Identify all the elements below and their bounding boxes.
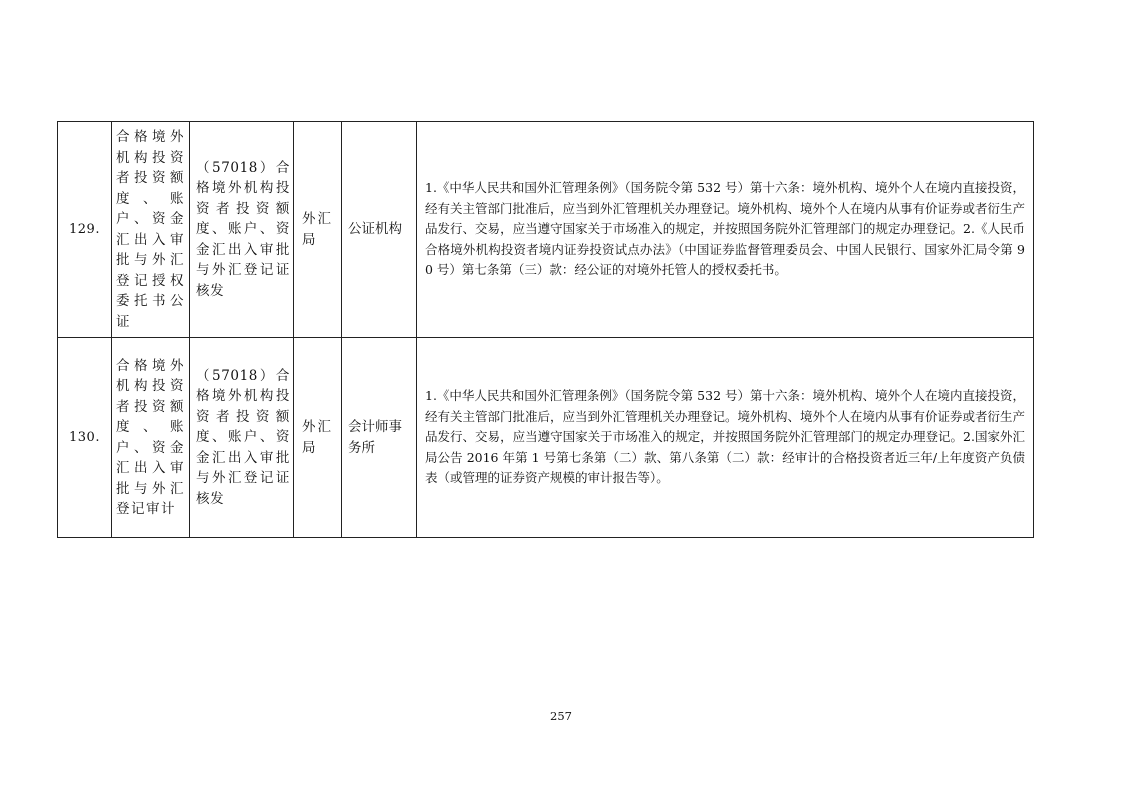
sub-item-name: （57018）合格境外机构投资者投资额度、账户、资金汇出入审批与外汇登记证核发 <box>190 122 294 338</box>
legal-basis: 1.《中华人民共和国外汇管理条例》（国务院令第 532 号）第十六条：境外机构、境外个人在境内直接投资，经有关主管部门批准后，应当到外汇管理机关办理登记。境外机构、境外个人在境内从事有价证券或者衍生产品发行、交易，应当遵守国家关于市场准入的规定，并按照国务院外汇管理部门的规定办理登记。2.国家外汇局公告 2016 年第 1 号第七条第（二）款、第八条第（二）款：经审计的合格投资者近三年/上年度资产负债表（或管理的证券资产规模的审计报告等）。 <box>417 338 1034 538</box>
service-provider: 公证机构 <box>342 122 417 338</box>
legal-basis: 1.《中华人民共和国外汇管理条例》（国务院令第 532 号）第十六条：境外机构、境外个人在境内直接投资，经有关主管部门批准后，应当到外汇管理机关办理登记。境外机构、境外个人在境内从事有价证券或者衍生产品发行、交易，应当遵守国家关于市场准入的规定，并按照国务院外汇管理部门的规定办理登记。2.《人民币合格境外机构投资者境内证券投资试点办法》（中国证券监督管理委员会、中国人民银行、国家外汇局令第 90 号）第七条第（三）款：经公证的对境外托管人的授权委托书。 <box>417 122 1034 338</box>
document-table <box>57 121 1034 538</box>
row-number: 129. <box>58 122 112 338</box>
service-provider: 会计师事务所 <box>342 338 417 538</box>
table-row <box>58 338 1034 538</box>
page-number: 257 <box>550 709 572 723</box>
department: 外汇局 <box>294 122 342 338</box>
department: 外汇局 <box>294 338 342 538</box>
table-row <box>58 122 1034 338</box>
item-name: 合格境外机构投资者投资额度、账户、资金汇出入审批与外汇登记授权委托书公证 <box>112 122 190 338</box>
item-name: 合格境外机构投资者投资额度、账户、资金汇出入审批与外汇登记审计 <box>112 338 190 538</box>
sub-item-name: （57018）合格境外机构投资者投资额度、账户、资金汇出入审批与外汇登记证核发 <box>190 338 294 538</box>
row-number: 130. <box>58 338 112 538</box>
